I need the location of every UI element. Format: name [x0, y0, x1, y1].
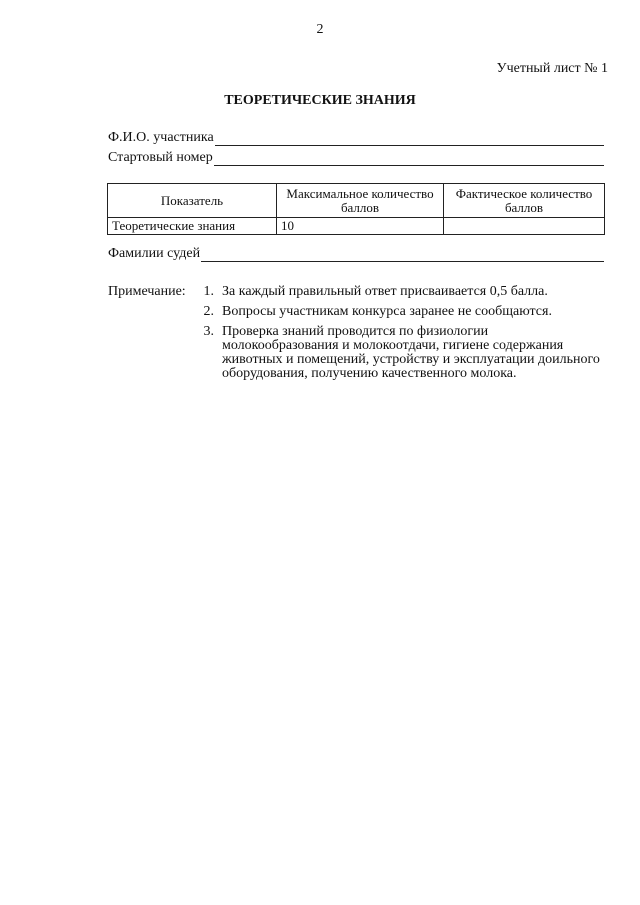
document-title: ТЕОРЕТИЧЕСКИЕ ЗНАНИЯ: [224, 93, 416, 108]
sheet-label: Учетный лист № 1: [496, 61, 608, 76]
page-number: 2: [316, 22, 324, 37]
table-row: [108, 218, 605, 235]
note-number: 2.: [203, 304, 214, 319]
judges-field: [108, 246, 604, 262]
start-number-field: [108, 150, 604, 166]
notes-label: Примечание:: [108, 284, 186, 299]
judges-label: Фамилии судей: [108, 246, 201, 261]
judges-blank-line[interactable]: [201, 248, 604, 262]
participant-name-label: Ф.И.О. участника: [108, 130, 214, 145]
score-table: [107, 183, 605, 235]
note-number: 1.: [203, 284, 214, 299]
note-text: За каждый правильный ответ присваивается 0,5 балла.: [222, 284, 548, 299]
note-text: Вопросы участникам конкурса заранее не сообщаются.: [222, 304, 552, 319]
start-number-label: Стартовый номер: [108, 150, 213, 165]
note-number: 3.: [203, 324, 214, 339]
cell-max-score: 10: [277, 218, 444, 235]
header-actual-score: Фактическое количество баллов: [444, 184, 605, 218]
header-max-score: Максимальное количество баллов: [277, 184, 444, 218]
cell-actual-score[interactable]: [444, 218, 605, 235]
table-header-row: [108, 184, 605, 218]
header-indicator: Показатель: [108, 184, 277, 218]
participant-name-field: [108, 130, 604, 146]
participant-name-blank-line[interactable]: [215, 132, 604, 146]
cell-indicator: Теоретические знания: [108, 218, 277, 235]
note-text: Проверка знаний проводится по физиологии молокообразования и молокоотдачи, гигиене содержания животных и помещений, устройству и эксплуатации доильного оборудования, получению качественного молока.: [222, 324, 600, 381]
start-number-blank-line[interactable]: [214, 152, 604, 166]
